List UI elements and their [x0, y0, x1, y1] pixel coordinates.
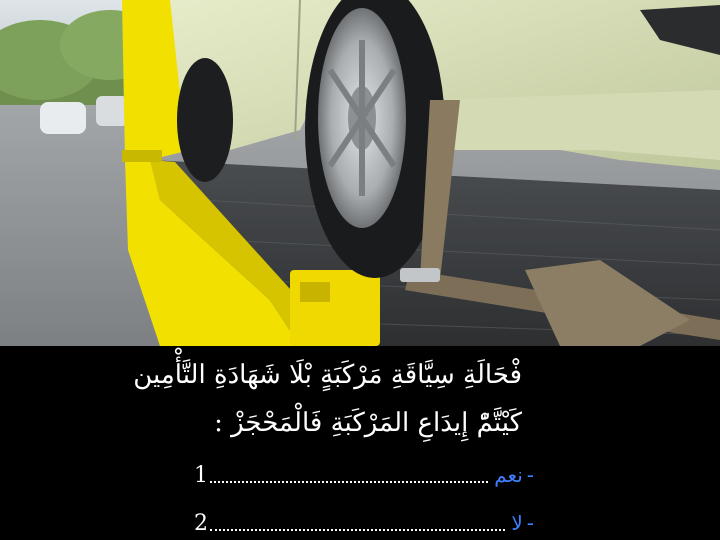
option-label: لا — [511, 511, 523, 535]
option-dotted-line — [210, 511, 505, 531]
option-number: 1 — [194, 462, 208, 488]
answer-option-1[interactable] — [194, 458, 534, 492]
option-number: 2 — [194, 510, 208, 536]
option-dotted-line — [210, 463, 488, 483]
question-line-1: فْحَالَةِ سِيَّاقَةِ مَرْكَبَةٍ بْلَا شَهَادَةِ التَّأْمِين — [133, 360, 522, 390]
answer-option-2[interactable] — [194, 506, 534, 540]
question-line-2: كَيْتَّمّْ إِيدَاعِ المَرْكَبَةِ فَالْمَحْجَزْ : — [214, 408, 522, 438]
option-dash: - — [526, 463, 534, 487]
truck-yellow-block — [290, 270, 380, 346]
question-panel — [0, 346, 720, 540]
car-rear-wheel — [177, 58, 233, 182]
option-dash: - — [526, 511, 534, 535]
option-label: نعم — [494, 463, 523, 487]
